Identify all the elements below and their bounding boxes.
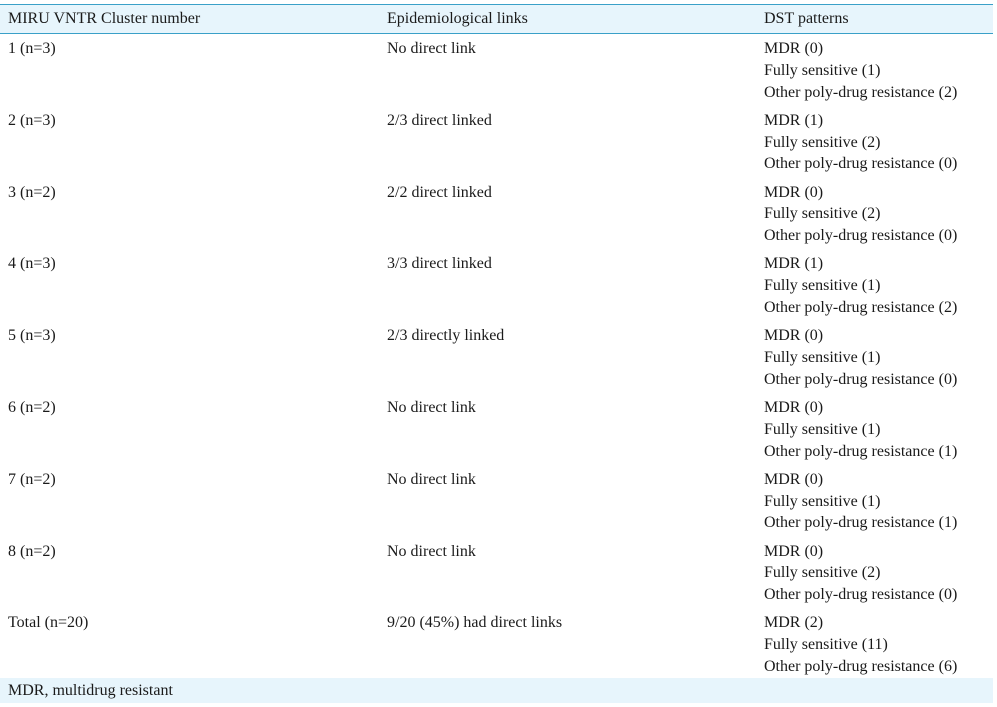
dst-pattern-line: MDR (0) xyxy=(764,470,824,488)
table-row xyxy=(0,469,993,541)
cell-dst-patterns xyxy=(756,469,993,534)
cell-dst-patterns xyxy=(756,541,993,606)
cell-epidemiological-link: 9/20 (45%) had direct links xyxy=(387,614,563,632)
cell-epidemiological-link: No direct link xyxy=(387,40,476,57)
cell-cluster-number: 6 (n=2) xyxy=(8,398,56,416)
header-cluster-number: MIRU VNTR Cluster number xyxy=(8,10,201,27)
table-row xyxy=(0,110,993,182)
dst-pattern-line: Other poly-drug resistance (6) xyxy=(764,657,958,675)
dst-pattern-line: Fully sensitive (1) xyxy=(764,492,881,510)
table-row xyxy=(0,182,993,254)
dst-pattern-line: Fully sensitive (1) xyxy=(764,348,881,366)
dst-pattern-line: Other poly-drug resistance (0) xyxy=(764,227,958,245)
table-row xyxy=(0,253,993,325)
cell-dst-patterns xyxy=(756,325,993,390)
dst-pattern-line: MDR (1) xyxy=(764,255,824,273)
cell-dst-patterns xyxy=(756,182,993,247)
cell-cluster-number: 3 (n=2) xyxy=(8,183,56,201)
cell-epidemiological-link: 2/3 direct linked xyxy=(387,111,492,129)
dst-pattern-line: MDR (0) xyxy=(764,327,824,345)
dst-pattern-line: Fully sensitive (2) xyxy=(764,133,881,151)
cell-epidemiological-link: No direct link xyxy=(387,542,476,560)
cell-epidemiological-link: 2/3 directly linked xyxy=(387,327,505,345)
table-row xyxy=(0,325,993,397)
header-dst-patterns: DST patterns xyxy=(764,10,849,27)
table-row xyxy=(0,541,993,613)
dst-pattern-line: MDR (0) xyxy=(764,542,824,560)
cell-dst-patterns xyxy=(756,253,993,318)
table-body xyxy=(0,34,993,684)
data-table xyxy=(0,4,993,684)
cell-epidemiological-link: No direct link xyxy=(387,470,476,488)
dst-pattern-line: MDR (0) xyxy=(764,398,824,416)
cell-cluster-number: Total (n=20) xyxy=(8,614,89,632)
dst-pattern-line: Other poly-drug resistance (2) xyxy=(764,83,958,101)
cell-cluster-number: 1 (n=3) xyxy=(8,40,56,57)
cell-epidemiological-link: 3/3 direct linked xyxy=(387,255,492,273)
dst-pattern-line: Fully sensitive (1) xyxy=(764,420,881,438)
cell-epidemiological-link: 2/2 direct linked xyxy=(387,183,492,201)
dst-pattern-line: MDR (1) xyxy=(764,111,824,129)
cell-dst-patterns xyxy=(756,397,993,462)
dst-pattern-line: Fully sensitive (2) xyxy=(764,205,881,223)
dst-pattern-line: MDR (0) xyxy=(764,40,824,57)
dst-pattern-line: MDR (2) xyxy=(764,614,824,632)
table-row xyxy=(0,38,993,110)
dst-pattern-line: Other poly-drug resistance (1) xyxy=(764,442,958,460)
cell-dst-patterns xyxy=(756,612,993,677)
dst-pattern-line: Other poly-drug resistance (0) xyxy=(764,586,958,604)
header-epidemiological-links: Epidemiological links xyxy=(387,10,528,27)
dst-pattern-line: Fully sensitive (11) xyxy=(764,636,888,654)
dst-pattern-line: MDR (0) xyxy=(764,183,824,201)
table-header xyxy=(0,5,993,34)
cell-epidemiological-link: No direct link xyxy=(387,398,476,416)
cell-dst-patterns xyxy=(756,38,993,103)
table-row xyxy=(0,397,993,469)
cell-cluster-number: 8 (n=2) xyxy=(8,542,56,560)
dst-pattern-line: Fully sensitive (1) xyxy=(764,61,881,79)
cell-cluster-number: 5 (n=3) xyxy=(8,327,56,345)
dst-pattern-line: Other poly-drug resistance (1) xyxy=(764,514,958,532)
dst-pattern-line: Other poly-drug resistance (0) xyxy=(764,370,958,388)
table-footnote: MDR, multidrug resistant xyxy=(0,678,993,703)
cell-dst-patterns xyxy=(756,110,993,175)
dst-pattern-line: Fully sensitive (2) xyxy=(764,564,881,582)
cell-cluster-number: 7 (n=2) xyxy=(8,470,56,488)
table-row xyxy=(0,612,993,684)
dst-pattern-line: Fully sensitive (1) xyxy=(764,277,881,295)
dst-pattern-line: Other poly-drug resistance (0) xyxy=(764,155,958,173)
dst-pattern-line: Other poly-drug resistance (2) xyxy=(764,298,958,316)
cell-cluster-number: 2 (n=3) xyxy=(8,111,56,129)
cell-cluster-number: 4 (n=3) xyxy=(8,255,56,273)
